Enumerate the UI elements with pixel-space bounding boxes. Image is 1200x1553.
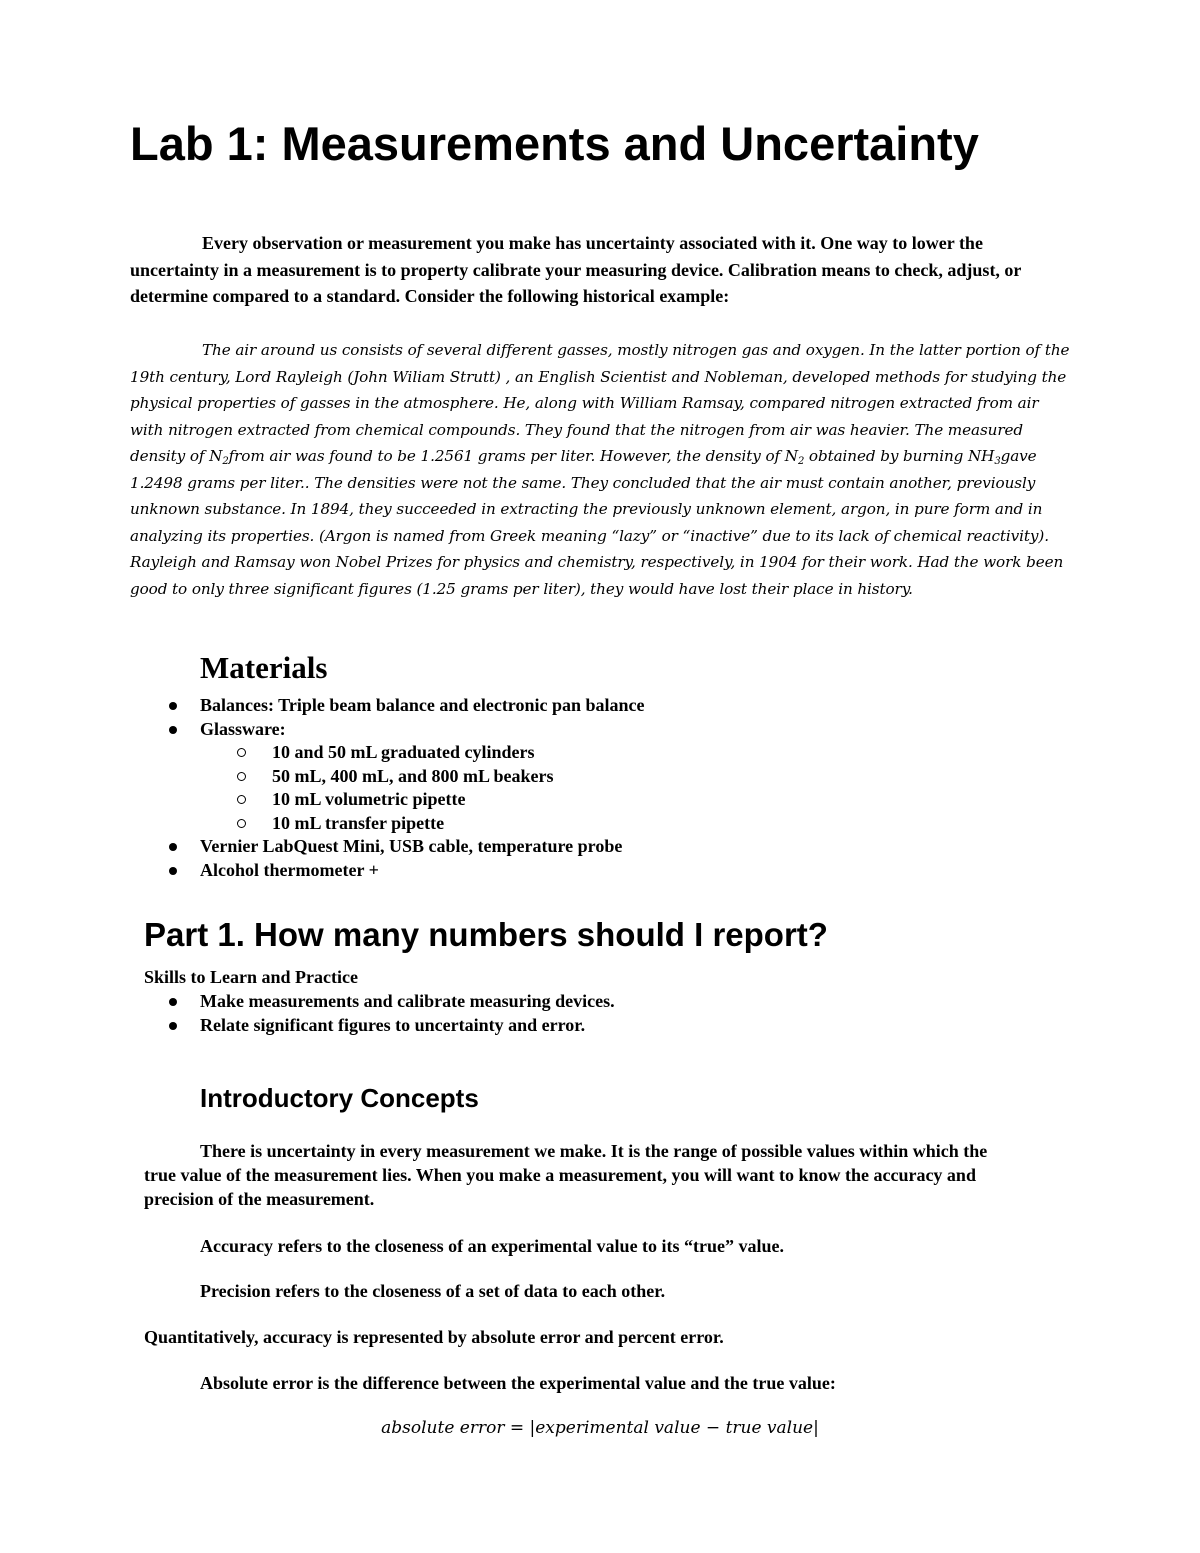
list-item: Relate significant figures to uncertainty and error. — [200, 1014, 615, 1038]
list-item: 10 mL volumetric pipette — [272, 788, 554, 812]
list-item: Glassware: — [200, 718, 645, 742]
intro-paragraph: Every observation or measurement you make has uncertainty associated with it. One way to lower the uncertainty in a measurement is to property calibrate your measuring device. Calibration means to check, adjust, or determine compared to a standard. Consider the following historical example: — [130, 233, 1022, 306]
accuracy-definition: Accuracy refers to the closeness of an experimental value to its “true” value. — [200, 1236, 785, 1256]
precision-definition: Precision refers to the closeness of a set of data to each other. — [200, 1281, 666, 1301]
bullet-icon — [169, 726, 177, 734]
bullet-icon — [169, 843, 177, 851]
intro-concepts-heading: Introductory Concepts — [200, 1083, 479, 1113]
list-item: 10 mL transfer pipette — [272, 812, 554, 836]
subscript-3: 3 — [994, 456, 1001, 467]
materials-list-continued — [200, 835, 622, 882]
skills-list — [200, 990, 615, 1037]
list-item: Make measurements and calibrate measuring devices. — [200, 990, 615, 1014]
circle-bullet-icon — [237, 772, 246, 781]
bullet-icon — [169, 1022, 177, 1030]
list-item: 10 and 50 mL graduated cylinders — [272, 741, 554, 765]
materials-heading: Materials — [200, 650, 328, 685]
circle-bullet-icon — [237, 819, 246, 828]
bullet-icon — [169, 867, 177, 875]
example-text-2: from air was found to be 1.2561 grams per liter. However, the density of N — [228, 447, 798, 465]
absolute-error-formula: absolute error = |experimental value − true value| — [381, 1418, 819, 1438]
subscript-2: 2 — [222, 456, 229, 467]
concepts-line-3: precision of the measurement. — [144, 1189, 375, 1209]
historical-example — [130, 337, 1070, 602]
page-title: Lab 1: Measurements and Uncertainty — [130, 117, 979, 170]
list-item: Alcohol thermometer + — [200, 859, 622, 883]
quantitative-statement: Quantitatively, accuracy is represented by absolute error and percent error. — [144, 1327, 724, 1347]
subscript-2b: 2 — [797, 456, 805, 467]
list-item: 50 mL, 400 mL, and 800 mL beakers — [272, 765, 554, 789]
example-text-3: obtained by burning NH — [804, 447, 995, 465]
circle-bullet-icon — [237, 795, 246, 804]
concepts-line-1: There is uncertainty in every measurement we make. It is the range of possible values within which the — [200, 1141, 988, 1161]
concepts-line-2: true value of the measurement lies. When you make a measurement, you will want to know the accuracy and — [144, 1165, 976, 1185]
absolute-error-definition: Absolute error is the difference between the experimental value and the true value: — [200, 1373, 836, 1393]
materials-list — [200, 694, 645, 741]
skills-heading: Skills to Learn and Practice — [144, 967, 358, 987]
bullet-icon — [169, 998, 177, 1006]
example-text-1: The air around us consists of several different gasses, mostly nitrogen gas and oxygen. In the latter portion of the 19th century, Lord Rayleigh (John Wiliam Strutt) , an English Scientist and Nobleman, developed methods for studying the physical properties of gasses in the atmosphere. He, along with William Ramsay, compared nitrogen extracted from air with nitrogen extracted from chemical compounds. They found that the nitrogen from air was heavier. The measured density of N — [130, 341, 1070, 465]
circle-bullet-icon — [237, 748, 246, 757]
bullet-icon — [169, 702, 177, 710]
list-item: Vernier LabQuest Mini, USB cable, temperature probe — [200, 835, 622, 859]
example-text-4: gave 1.2498 grams per liter.. The densities were not the same. They concluded that the air must contain another, previously unknown substance. In 1894, they succeeded in extracting the previously unknown element, argon, in pure form and in analyzing its properties. (Argon is named from Greek meaning “lazy” or “inactive” due to its lack of chemical reactivity). Rayleigh and Ramsay won Nobel Prizes for physics and chemistry, respectively, in 1904 for their work. Had the work been good to only three significant figures (1.25 grams per liter), they would have lost their place in history. — [130, 447, 1064, 598]
list-item: Balances: Triple beam balance and electronic pan balance — [200, 694, 645, 718]
part1-heading: Part 1. How many numbers should I report? — [144, 916, 828, 953]
glassware-list — [272, 741, 554, 835]
